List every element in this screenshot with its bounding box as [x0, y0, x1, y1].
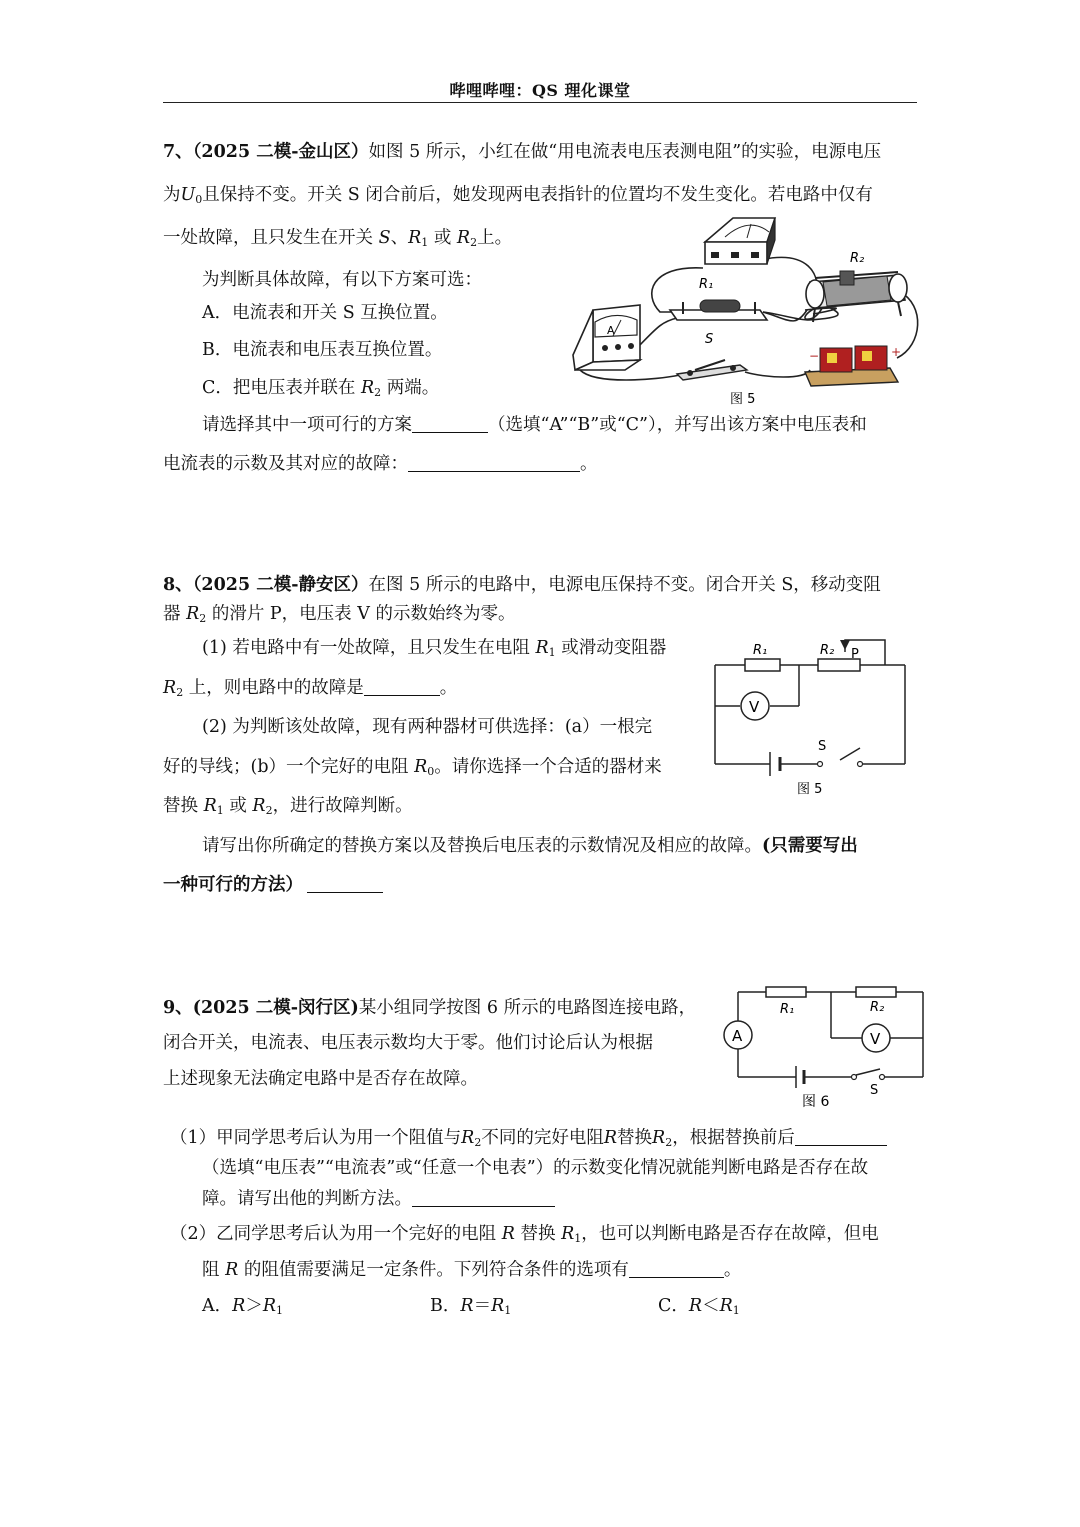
var-subscript: 2 [199, 612, 207, 625]
var-r: R [414, 757, 428, 777]
resistor-r1 [766, 987, 806, 997]
q7-line-2 [163, 184, 873, 206]
label-v: V [749, 698, 760, 716]
q8-text: 器 [163, 604, 181, 624]
q9-text: 阻 [202, 1260, 220, 1280]
q9-option-a [202, 1295, 283, 1317]
q8-text: (1) 若电路中有一处故障，且只发生在电阻 [202, 638, 530, 658]
label-a: A [732, 1027, 743, 1045]
wire [745, 370, 810, 377]
label-s: S [705, 332, 714, 347]
wire [652, 268, 703, 312]
var-r: R [186, 604, 200, 624]
var-subscript: 1 [732, 1304, 740, 1317]
q7-answer-blank-1[interactable] [412, 416, 488, 433]
q8-text: 好的导线；(b）一个完好的电阻 [163, 757, 409, 777]
q9-number: 9、 [163, 998, 193, 1018]
q9-text: 替换 [617, 1128, 653, 1148]
label-a: A [607, 324, 615, 337]
q7-text: 且保持不变。开关 S 闭合前后，她发现两电表指针的位置均不发生变化。若电路中仅有 [202, 185, 873, 205]
q9-text: ＞ [245, 1296, 263, 1316]
q7-text: 。 [580, 454, 598, 474]
var-r: R [252, 796, 266, 816]
q7-figure-caption: 图 5 [730, 392, 756, 407]
q7-text: 请选择其中一项可行的方案 [202, 415, 412, 435]
q8-part2-line-1: (2) 为判断该处故障，现有两种器材可供选择：(a）一根完 [202, 717, 653, 737]
var-r: R [501, 1224, 515, 1244]
var-r: R [491, 1296, 505, 1316]
var-r: R [460, 1296, 474, 1316]
var-subscript: 1 [574, 1232, 582, 1245]
q8-figure-caption: 图 5 [797, 782, 823, 797]
q7-text: 两端。 [386, 378, 440, 398]
label-v: V [870, 1030, 881, 1048]
var-subscript: 2 [265, 804, 273, 817]
q9-part2-line-1 [170, 1223, 879, 1245]
q9-line-2: 闭合开关，电流表、电压表示数均大于零。他们讨论后认为根据 [163, 1033, 653, 1053]
var-r: R [456, 228, 471, 248]
var-subscript: 1 [548, 646, 556, 659]
q7-option-b: B．电流表和电压表互换位置。 [202, 340, 443, 360]
q7-answer-blank-2[interactable] [408, 455, 580, 472]
q9-part1-line-1 [170, 1127, 887, 1149]
var-r: R [203, 796, 217, 816]
var-subscript: 2 [665, 1136, 673, 1149]
q9-part2-line-2 [202, 1259, 741, 1281]
var-subscript: 2 [474, 1136, 482, 1149]
q7-line-1 [163, 141, 881, 163]
battery-plus: + [891, 345, 902, 359]
q8-answer-blank-2[interactable] [307, 876, 383, 893]
resistor-r1 [745, 659, 780, 671]
q8-number: 8、 [163, 575, 193, 595]
var-r: R [232, 1296, 246, 1316]
q8-text: 上，则电路中的故障是 [188, 678, 364, 698]
q7-text: 为 [163, 185, 181, 205]
var-subscript: 1 [504, 1304, 512, 1317]
var-subscript: 2 [470, 236, 478, 249]
q8-answer-blank-1[interactable] [364, 679, 440, 696]
q7-option-a: A．电流表和开关 S 互换位置。 [202, 303, 448, 323]
q7-text: 一处故障，且只发生在开关 [163, 228, 373, 248]
q7-text: 或 [433, 228, 452, 248]
q8-text: 请写出你所确定的替换方案以及替换后电压表的示数情况及相应的故障。 [202, 836, 762, 856]
var-r: R [535, 638, 549, 658]
label-s: S [870, 1083, 879, 1098]
var-r: R [652, 1128, 666, 1148]
header-divider [163, 102, 917, 103]
battery-apparatus [805, 345, 901, 386]
q7-text: C．把电压表并联在 [202, 378, 356, 398]
label-p: P [851, 647, 859, 662]
q8-ask-line-1 [202, 835, 858, 857]
q7-line-3 [163, 227, 512, 249]
q9-text: 不同的完好电阻 [481, 1128, 604, 1148]
wire [580, 370, 680, 380]
q9-text: ，根据替换前后 [672, 1128, 795, 1148]
q9-text: 的阻值需要满足一定条件。下列符合条件的选项有 [243, 1260, 629, 1280]
var-u: U [180, 185, 196, 205]
var-r: R [408, 228, 422, 248]
q9-option-b [430, 1295, 511, 1317]
q7-text: 、 [390, 228, 409, 248]
label-r2: R₂ [820, 643, 835, 658]
q7-option-c [202, 377, 439, 399]
var-subscript: 0 [195, 193, 203, 206]
q7-figure-apparatus [565, 210, 930, 410]
q9-answer-blank-3[interactable] [629, 1261, 724, 1278]
q9-text: A． [202, 1296, 233, 1316]
q9-option-c [658, 1295, 740, 1317]
q9-text: 障。请写出他的判断方法。 [202, 1189, 412, 1209]
battery-minus: − [809, 349, 820, 363]
q8-text: 在图 5 所示的电路中，电源电压保持不变。闭合开关 S，移动变阻 [368, 575, 881, 595]
var-r: R [688, 1296, 703, 1316]
q8-text: ，进行故障判断。 [272, 796, 413, 816]
q8-part2-line-2 [163, 756, 662, 778]
q8-line-1 [163, 574, 881, 596]
q8-text: 替换 [163, 796, 198, 816]
q9-figure-circuit [718, 980, 930, 1115]
var-r: R [163, 678, 177, 698]
switch-s [840, 748, 860, 760]
wire [635, 318, 677, 350]
q9-line-1 [163, 997, 696, 1019]
q9-text: 某小组同学按图 6 所示的电路图连接电路， [358, 998, 697, 1018]
q9-text: ，也可以判断电路是否存在故障，但电 [581, 1224, 879, 1244]
q9-text: ＜ [702, 1296, 720, 1316]
var-subscript: 1 [216, 804, 224, 817]
q8-emphasis: 一种可行的方法） [163, 875, 303, 895]
q7-source: （2025 二模-金山区） [192, 142, 369, 162]
q8-text: 。请你选择一个合适的器材来 [434, 757, 662, 777]
q9-answer-blank-2[interactable] [412, 1190, 555, 1207]
q8-text: 。 [439, 678, 458, 698]
label-r2: R₂ [850, 251, 865, 266]
q9-text: C． [658, 1296, 689, 1316]
var-r: R [225, 1260, 239, 1280]
q9-figure-caption: 图 6 [802, 1094, 830, 1110]
rheostat-r2-apparatus [806, 251, 907, 322]
label-r2: R₂ [870, 1000, 885, 1015]
q7-text: 如图 5 所示，小红在做“用电流表电压表测电阻”的实验，电源电压 [368, 142, 882, 162]
q7-intro: 为判断具体故障，有以下方案可选： [202, 270, 482, 290]
q9-text: 。 [723, 1260, 742, 1280]
label-s: S [818, 739, 827, 754]
q8-figure-circuit [705, 630, 920, 805]
var-r: R [461, 1128, 475, 1148]
var-subscript: 1 [421, 236, 429, 249]
q8-text: 或滑动变阻器 [561, 638, 667, 658]
q7-number: 7、 [163, 142, 193, 162]
q9-text: 替换 [520, 1224, 556, 1244]
ammeter-apparatus [573, 305, 640, 370]
var-r: R [262, 1296, 277, 1316]
q8-part1-line-2 [163, 677, 457, 699]
switch-s-apparatus [677, 332, 747, 380]
var-subscript: 2 [374, 386, 382, 399]
q8-ask-line-2 [163, 874, 383, 896]
label-r1: R₁ [780, 1002, 795, 1017]
label-r1: R₁ [699, 277, 714, 292]
var-subscript: 2 [176, 686, 184, 699]
page-header-title: 哔哩哔哩：QS 理化课堂 [449, 81, 631, 100]
q9-line-3: 上述现象无法确定电路中是否存在故障。 [163, 1069, 478, 1089]
q8-source: （2025 二模-静安区） [192, 575, 369, 595]
var-subscript: 0 [427, 765, 435, 778]
q7-line-5 [163, 453, 598, 475]
q9-source: (2025 二模-闵行区) [192, 998, 359, 1018]
q8-line-2 [163, 603, 515, 625]
var-s: S [378, 228, 391, 248]
q8-text: 或 [229, 796, 247, 816]
q7-line-4 [202, 414, 867, 436]
var-r: R [719, 1296, 733, 1316]
q8-emphasis: (只需要写出 [762, 836, 858, 856]
var-r: R [603, 1128, 618, 1148]
switch-s [856, 1069, 880, 1075]
var-r: R [360, 378, 375, 398]
resistor-r2 [856, 987, 896, 997]
q7-text: （选填“A”“B”或“C”），并写出该方案中电压表和 [488, 415, 867, 435]
q8-part1-line-1 [202, 637, 666, 659]
q9-text: （1）甲同学思考后认为用一个阻值与 [170, 1128, 462, 1148]
q9-text: ＝ [473, 1296, 492, 1316]
voltmeter-apparatus [705, 218, 775, 264]
q9-text: （2）乙同学思考后认为用一个完好的电阻 [170, 1224, 497, 1244]
q7-text: 上。 [477, 228, 513, 248]
q9-part1-line-3 [202, 1188, 555, 1210]
resistor-r1-apparatus [670, 277, 767, 320]
q9-part1-line-2: （选填“电压表”“电流表”或“任意一个电表”）的示数变化情况就能判断电路是否存在故 [202, 1158, 869, 1178]
var-r: R [561, 1224, 575, 1244]
q9-answer-blank-1[interactable] [795, 1129, 887, 1146]
q8-part2-line-3 [163, 795, 413, 817]
slider-arrow [840, 640, 850, 650]
label-r1: R₁ [753, 643, 768, 658]
q9-text: B． [430, 1296, 461, 1316]
q8-text: 的滑片 P，电压表 V 的示数始终为零。 [211, 604, 516, 624]
var-subscript: 1 [276, 1304, 284, 1317]
q7-text: 电流表的示数及其对应的故障： [163, 454, 408, 474]
